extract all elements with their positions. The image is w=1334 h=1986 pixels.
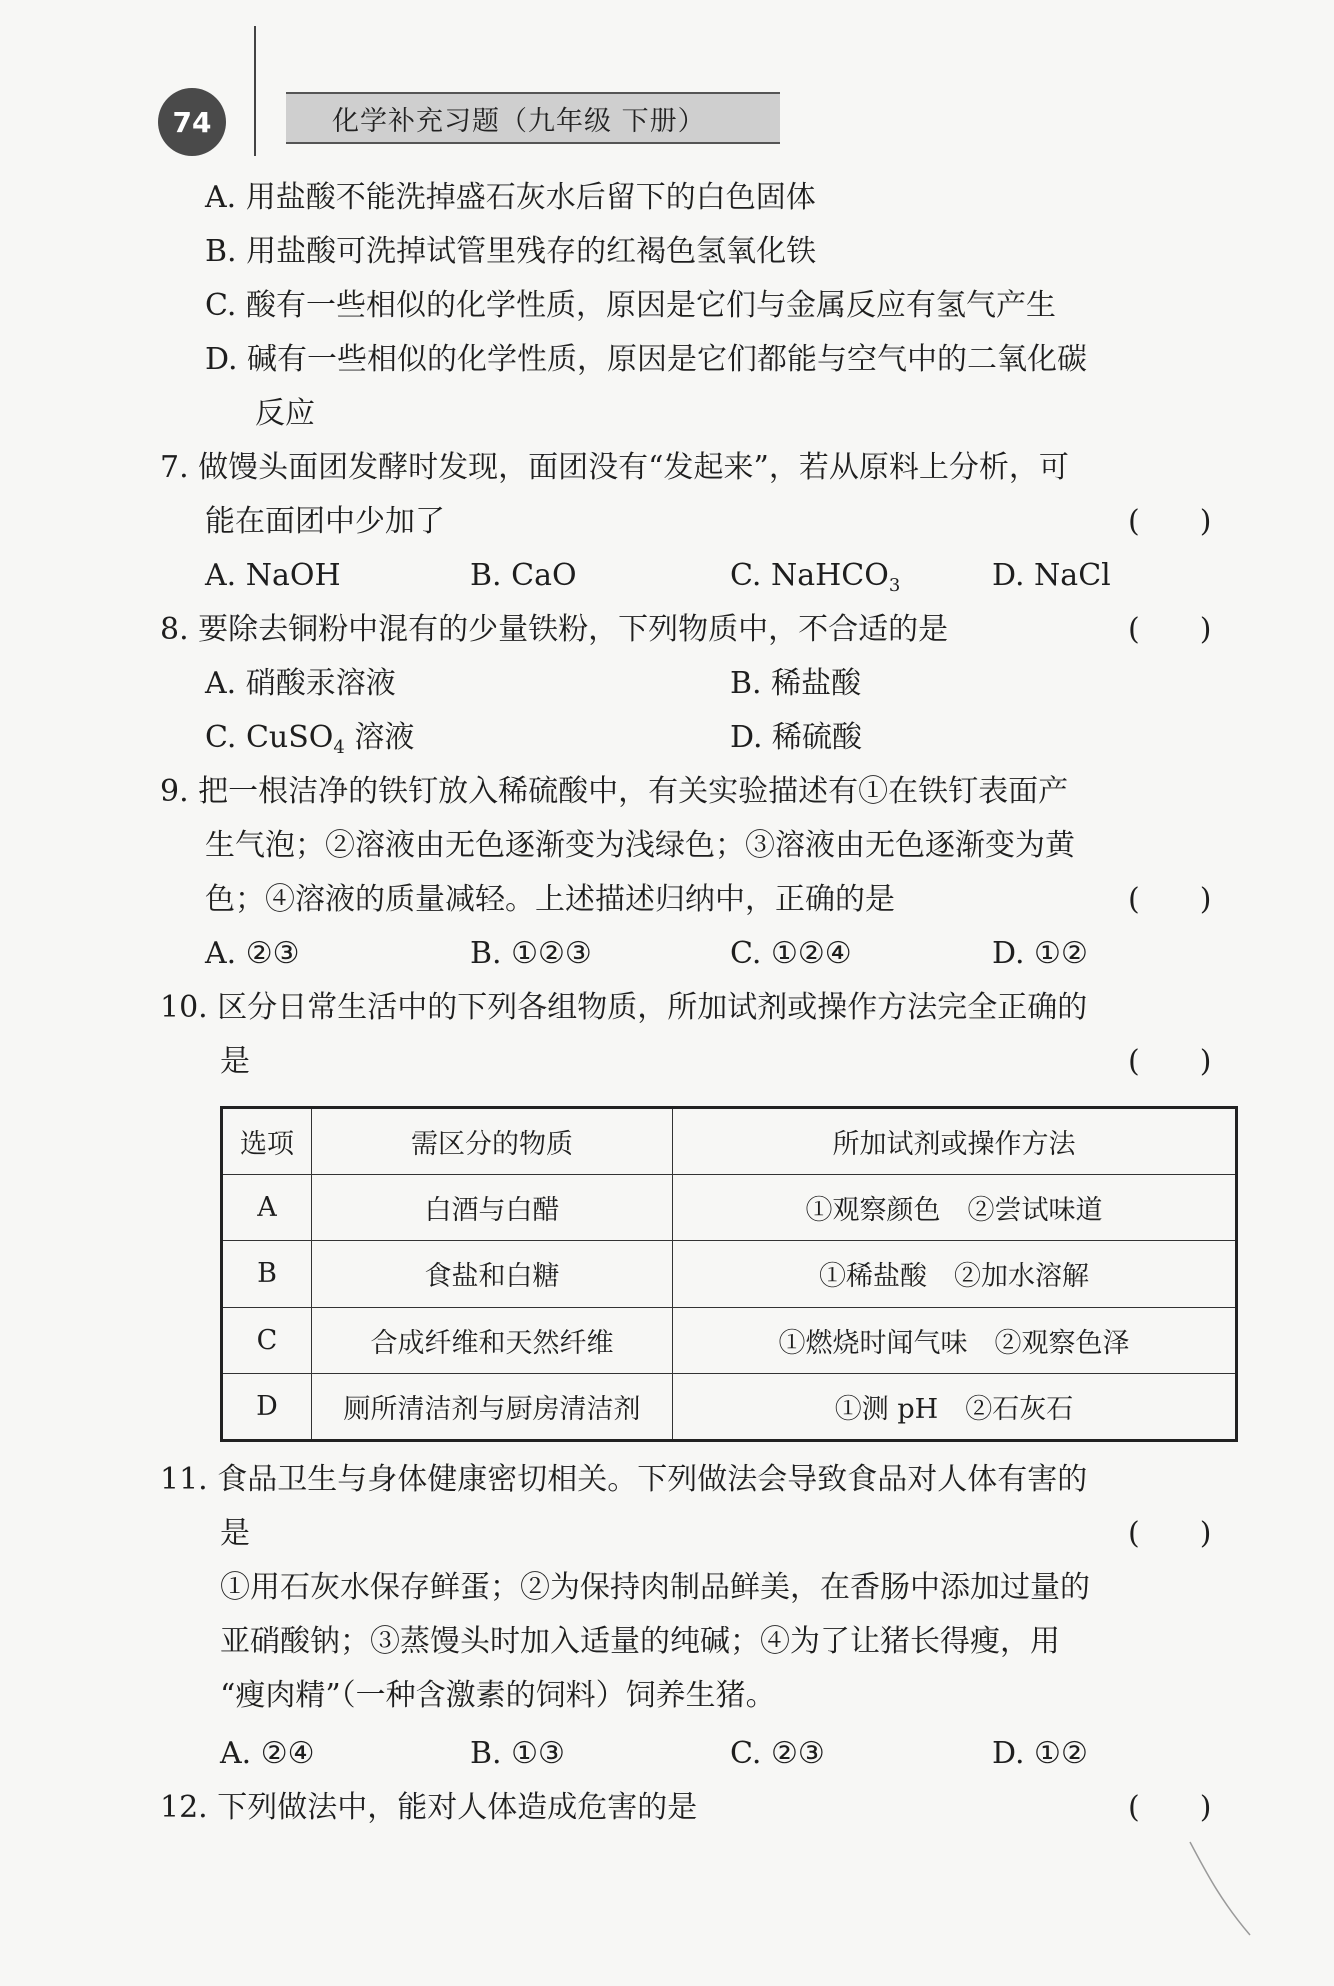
q11-stem-line2: 是 — [220, 1516, 250, 1551]
q11-stem-line1: 11. 食品卫生与身体健康密切相关。下列做法会导致食品对人体有害的 — [160, 1462, 1088, 1497]
q7-option-c: C. NaHCO$_3$ — [730, 558, 901, 596]
q7-stem-line1: 7. 做馒头面团发酵时发现，面团没有“发起来”，若从原料上分析，可 — [160, 450, 1069, 485]
q10-answer-blank: ( ) — [1128, 1044, 1212, 1079]
q8-option-a: A. 硝酸汞溶液 — [205, 666, 396, 701]
q11-answer-blank: ( ) — [1128, 1516, 1212, 1551]
table-row — [222, 1307, 1237, 1374]
q11-option-a: A. ②④ — [220, 1736, 315, 1771]
q11-option-c: C. ②③ — [730, 1736, 825, 1771]
q6-option-d: D. 碱有一些相似的化学性质，原因是它们都能与空气中的二氧化碳 — [205, 342, 1088, 377]
table-cell: C — [222, 1307, 312, 1374]
q7-stem-line2: 能在面团中少加了 — [205, 504, 445, 539]
q8-answer-blank: ( ) — [1128, 612, 1212, 647]
pencil-scratch-mark — [1180, 1840, 1260, 1940]
q11-stem-line4: 亚硝酸钠；③蒸馒头时加入适量的纯碱；④为了让猪长得瘦，用 — [220, 1624, 1060, 1659]
q12-answer-blank: ( ) — [1128, 1790, 1212, 1825]
table-cell: 白酒与白醋 — [312, 1174, 673, 1241]
q9-stem-line2: 生气泡；②溶液由无色逐渐变为浅绿色；③溶液由无色逐渐变为黄 — [205, 828, 1075, 863]
q8-option-d: D. 稀硫酸 — [730, 720, 863, 755]
table-header-cell: 所加试剂或操作方法 — [673, 1108, 1237, 1175]
q9-option-a: A. ②③ — [205, 936, 300, 971]
table-cell: B — [222, 1241, 312, 1308]
q9-stem-line3: 色；④溶液的质量减轻。上述描述归纳中，正确的是 — [205, 882, 895, 917]
q10-table — [220, 1106, 1238, 1442]
q9-option-c: C. ①②④ — [730, 936, 852, 971]
table-row — [222, 1174, 1237, 1241]
q11-stem-line3: ①用石灰水保存鲜蛋；②为保持肉制品鲜美，在香肠中添加过量的 — [220, 1570, 1090, 1605]
table-header-row — [222, 1108, 1237, 1175]
table-cell: ①测 pH ②石灰石 — [673, 1374, 1237, 1441]
q6-option-d-continued: 反应 — [255, 396, 315, 431]
q9-answer-blank: ( ) — [1128, 882, 1212, 917]
table-cell: ①稀盐酸 ②加水溶解 — [673, 1241, 1237, 1308]
q7-option-b: B. CaO — [470, 558, 577, 593]
q9-option-d: D. ①② — [992, 936, 1088, 971]
q12-stem: 12. 下列做法中，能对人体造成危害的是 — [160, 1790, 698, 1825]
q10-stem-line2: 是 — [220, 1044, 250, 1079]
q6-option-c: C. 酸有一些相似的化学性质，原因是它们与金属反应有氢气产生 — [205, 288, 1056, 323]
q11-option-b: B. ①③ — [470, 1736, 565, 1771]
table-row — [222, 1241, 1237, 1308]
running-header-title: 化学补充习题（九年级 下册） — [286, 92, 780, 144]
table-cell: A — [222, 1174, 312, 1241]
page-number-badge: 74 — [158, 88, 226, 156]
table-header-cell: 选项 — [222, 1108, 312, 1175]
q7-answer-blank: ( ) — [1128, 504, 1212, 539]
table-cell: ①观察颜色 ②尝试味道 — [673, 1174, 1237, 1241]
table-cell: ①燃烧时闻气味 ②观察色泽 — [673, 1307, 1237, 1374]
table-header-cell: 需区分的物质 — [312, 1108, 673, 1175]
q8-option-b: B. 稀盐酸 — [730, 666, 862, 701]
header-divider — [254, 26, 256, 156]
q7-option-a: A. NaOH — [205, 558, 341, 593]
table-cell: 厕所清洁剂与厨房清洁剂 — [312, 1374, 673, 1441]
q11-option-d: D. ①② — [992, 1736, 1088, 1771]
q10-stem-line1: 10. 区分日常生活中的下列各组物质，所加试剂或操作方法完全正确的 — [160, 990, 1088, 1025]
table-cell: D — [222, 1374, 312, 1441]
q9-option-b: B. ①②③ — [470, 936, 592, 971]
q7-option-d: D. NaCl — [992, 558, 1111, 593]
q8-option-c: C. CuSO$_4$ 溶液 — [205, 720, 415, 758]
q11-stem-line5: “瘦肉精”（一种含激素的饲料）饲养生猪。 — [220, 1678, 776, 1713]
table-cell: 食盐和白糖 — [312, 1241, 673, 1308]
q6-option-b: B. 用盐酸可洗掉试管里残存的红褐色氢氧化铁 — [205, 234, 817, 269]
q8-stem: 8. 要除去铜粉中混有的少量铁粉，下列物质中，不合适的是 — [160, 612, 949, 647]
q9-stem-line1: 9. 把一根洁净的铁钉放入稀硫酸中，有关实验描述有①在铁钉表面产 — [160, 774, 1069, 809]
table-cell: 合成纤维和天然纤维 — [312, 1307, 673, 1374]
table-row — [222, 1374, 1237, 1441]
q6-option-a: A. 用盐酸不能洗掉盛石灰水后留下的白色固体 — [205, 180, 816, 215]
